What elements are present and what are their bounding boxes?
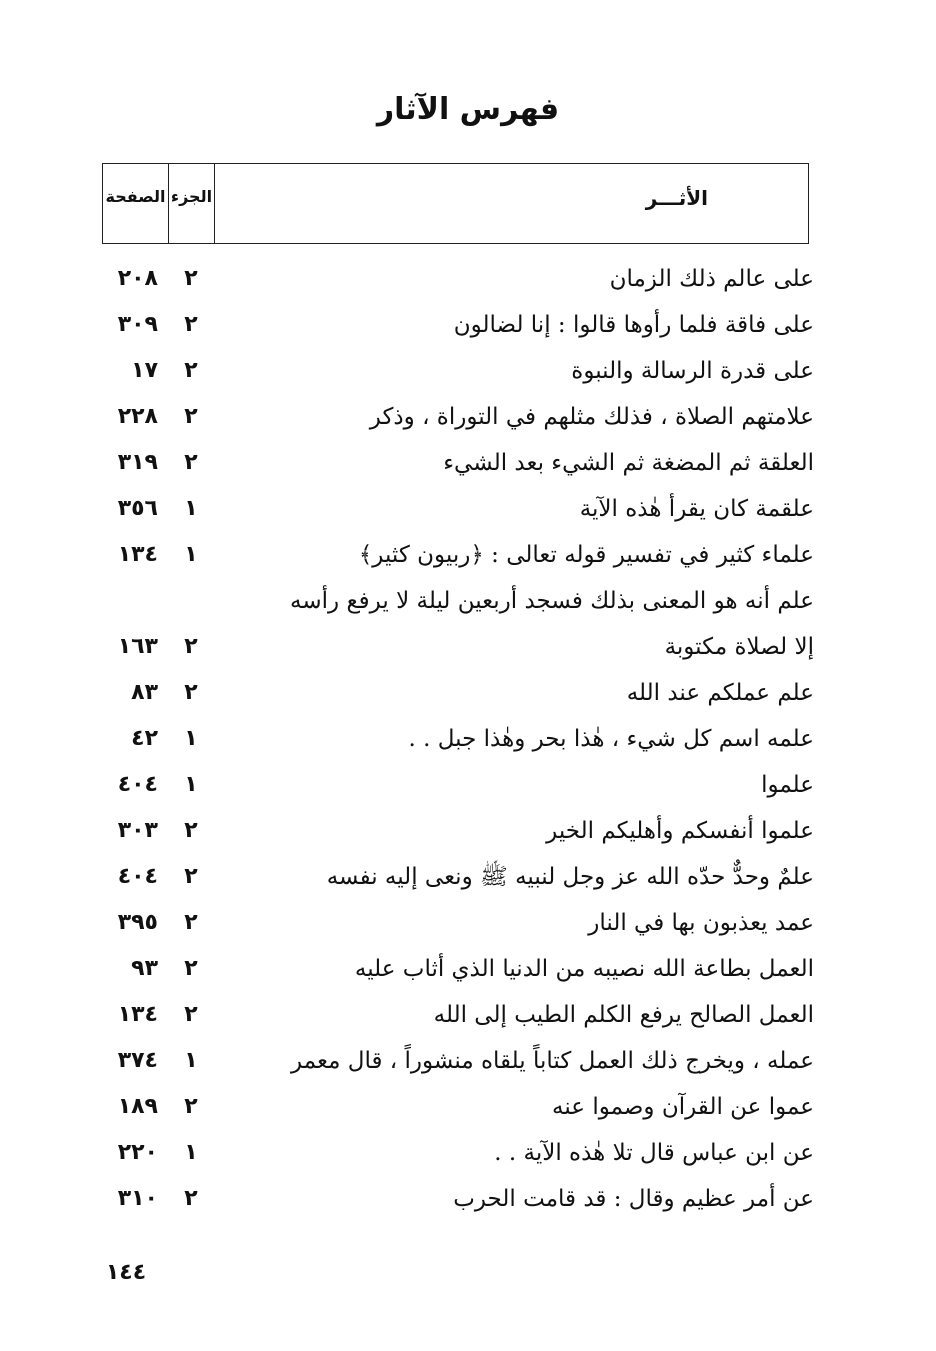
part-number: ٢ <box>184 312 198 337</box>
part-number: ١ <box>184 726 198 751</box>
table-row <box>0 900 936 946</box>
page-reference: ١٣٤ <box>117 542 158 567</box>
page-reference: ٤٢ <box>131 726 158 751</box>
part-number: ٢ <box>184 680 198 705</box>
part-number: ٢ <box>184 818 198 843</box>
athar-text: علمه اسم كل شيء ، هٰذا بحر وهٰذا جبل . . <box>408 726 814 752</box>
part-number: ١ <box>184 496 198 521</box>
table-row <box>0 1176 936 1222</box>
athar-text: علماء كثير في تفسير قوله تعالى : ﴿ربيون كثير﴾ <box>358 542 814 568</box>
part-number: ٢ <box>184 864 198 889</box>
part-number: ٢ <box>184 910 198 935</box>
athar-text: علموا أنفسكم وأهليكم الخير <box>546 818 814 844</box>
athar-text: علمٌ وحدٌّ حدّه الله عز وجل لنبيه ﷺ ونعى إليه نفسه <box>326 864 814 890</box>
athar-text: على عالم ذلك الزمان <box>609 266 814 292</box>
part-number: ٢ <box>184 358 198 383</box>
table-row <box>0 1038 936 1084</box>
athar-text: علامتهم الصلاة ، فذلك مثلهم في التوراة ، وذكر <box>369 404 814 430</box>
page-title: فهرس الآثار <box>376 92 560 127</box>
page-reference: ٣١٩ <box>117 450 158 475</box>
page-reference: ٣٠٣ <box>117 818 158 843</box>
athar-text: علم عملكم عند الله <box>626 680 814 706</box>
page-reference: ١٦٣ <box>117 634 158 659</box>
part-number: ٢ <box>184 634 198 659</box>
table-row <box>0 624 936 670</box>
athar-text: علم أنه هو المعنى بذلك فسجد أربعين ليلة لا يرفع رأسه <box>290 588 814 614</box>
part-number: ٢ <box>184 956 198 981</box>
page-reference: ٢٢٠ <box>117 1140 158 1165</box>
page-reference: ٨٣ <box>131 680 158 705</box>
page-reference: ٩٣ <box>131 956 158 981</box>
page-reference: ٣٥٦ <box>117 496 158 521</box>
part-number: ١ <box>184 1140 198 1165</box>
part-number: ٢ <box>184 1002 198 1027</box>
part-number: ٢ <box>184 404 198 429</box>
athar-text: على قدرة الرسالة والنبوة <box>571 358 814 384</box>
page-reference: ١٣٤ <box>117 1002 158 1027</box>
page-reference: ٣١٠ <box>117 1186 158 1211</box>
table-row <box>0 946 936 992</box>
table-row <box>0 762 936 808</box>
table-row <box>0 302 936 348</box>
table-row <box>0 256 936 302</box>
table-row <box>0 532 936 578</box>
page-reference <box>96 578 158 624</box>
table-row <box>0 486 936 532</box>
athar-text: عمد يعذبون بها في النار <box>588 910 814 936</box>
page-reference: ٣٧٤ <box>117 1048 158 1073</box>
page-reference: ٢٠٨ <box>117 266 158 291</box>
athar-text: عن أمر عظيم وقال : قد قامت الحرب <box>453 1186 814 1212</box>
part-number: ٢ <box>184 1094 198 1119</box>
part-number: ٢ <box>184 1186 198 1211</box>
table-row <box>0 348 936 394</box>
column-header-part: الجزء <box>169 164 215 243</box>
table-row <box>0 440 936 486</box>
page-reference: ٤٠٤ <box>117 772 158 797</box>
table-row <box>0 1084 936 1130</box>
index-list <box>0 256 936 1222</box>
page-reference: ١٨٩ <box>117 1094 158 1119</box>
table-row <box>0 578 936 624</box>
table-row <box>0 394 936 440</box>
athar-text: العلقة ثم المضغة ثم الشيء بعد الشيء <box>443 450 814 476</box>
table-row <box>0 854 936 900</box>
table-row <box>0 1130 936 1176</box>
athar-text: عمله ، ويخرج ذلك العمل كتاباً يلقاه منشوراً ، قال معمر <box>291 1048 814 1074</box>
page-number: ١٤٤ <box>105 1260 147 1285</box>
table-row <box>0 670 936 716</box>
athar-text: العمل بطاعة الله نصيبه من الدنيا الذي أثاب عليه <box>354 956 814 982</box>
part-number: ٢ <box>184 450 198 475</box>
part-number: ١ <box>184 542 198 567</box>
table-row <box>0 716 936 762</box>
athar-text: إلا لصلاة مكتوبة <box>664 634 814 660</box>
table-row <box>0 992 936 1038</box>
page-reference: ٤٠٤ <box>117 864 158 889</box>
table-row <box>0 808 936 854</box>
page-reference: ٢٢٨ <box>117 404 158 429</box>
page-reference: ١٧ <box>131 358 158 383</box>
part-number: ١ <box>184 1048 198 1073</box>
athar-text: على فاقة فلما رأوها قالوا : إنا لضالون <box>453 312 814 338</box>
table-header <box>102 163 809 244</box>
athar-text: عن ابن عباس قال تلا هٰذه الآية . . <box>494 1140 814 1166</box>
page-reference: ٣٠٩ <box>117 312 158 337</box>
part-number: ٢ <box>184 266 198 291</box>
page-reference: ٣٩٥ <box>117 910 158 935</box>
column-header-page: الصفحة <box>103 164 169 243</box>
athar-text: علموا <box>761 772 814 798</box>
part-number <box>176 578 206 624</box>
athar-text: عموا عن القرآن وصموا عنه <box>552 1094 814 1120</box>
athar-text: العمل الصالح يرفع الكلم الطيب إلى الله <box>433 1002 814 1028</box>
column-header-athar: الأثـــر <box>645 185 708 210</box>
part-number: ١ <box>184 772 198 797</box>
athar-text: علقمة كان يقرأ هٰذه الآية <box>579 496 814 522</box>
